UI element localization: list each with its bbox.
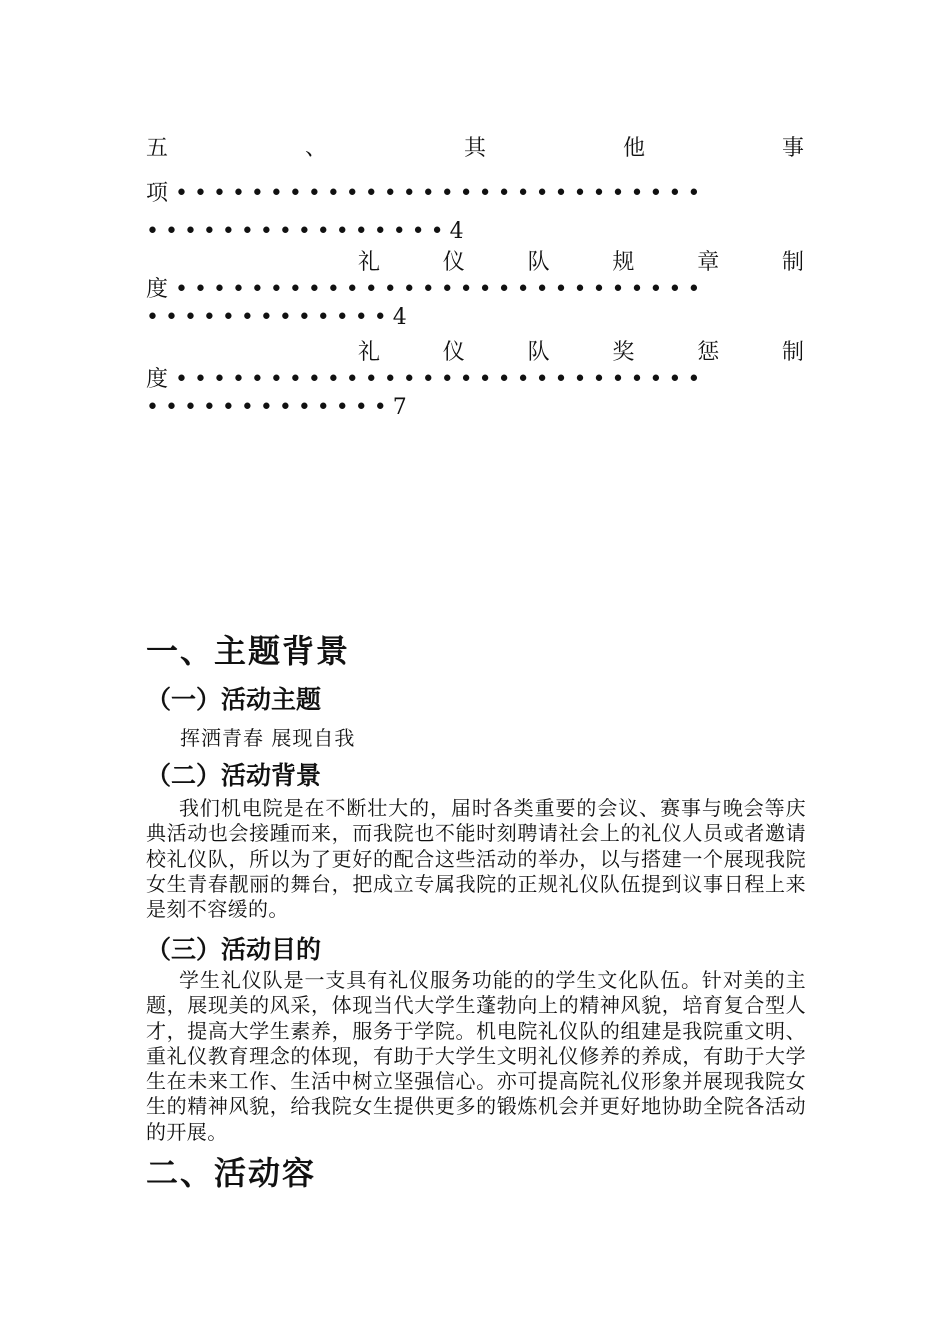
toc-char: 仪 — [442, 340, 465, 365]
toc-char: 队 — [527, 250, 550, 275]
toc-entry-team-rules — [358, 250, 804, 276]
toc-leader-dots: •••••••••••••••••••••••••••• — [175, 277, 707, 302]
toc-char: 五 — [146, 136, 169, 161]
toc-page-line — [146, 394, 804, 422]
toc-char: 章 — [697, 250, 720, 275]
section-heading-activity-content: 二、活动容 — [146, 1154, 317, 1192]
toc-page-line — [146, 218, 804, 246]
section-heading-theme-background: 一、主题背景 — [146, 632, 351, 670]
toc-char: 礼 — [358, 250, 381, 275]
subsection-heading-activity-purpose: （三）活动目的 — [146, 935, 322, 964]
toc-page-ref: ••••••••••••••••4 — [146, 219, 470, 244]
toc-leader-line — [146, 180, 804, 208]
toc-lead-char: 项 — [146, 181, 169, 206]
toc-leader-line — [146, 276, 804, 304]
activity-background-paragraph: 我们机电院是在不断壮大的，届时各类重要的会议、赛事与晚会等庆典活动也会接踵而来，而我院也不能时刻聘请社会上的礼仪人员或者邀请校礼仪队，所以为了更好的配合这些活动的举办，以与搭建一个展现我院女生青春靓丽的舞台，把成立专属我院的正规礼仪队伍提到议事日程上来是刻不容缓的。 — [146, 796, 806, 922]
toc-leader-dots: •••••••••••••••••••••••••••• — [175, 367, 707, 392]
toc-leader-dots: •••••••••••••••••••••••••••• — [175, 181, 707, 206]
toc-entry-other-matters — [146, 134, 804, 164]
toc-char: 礼 — [358, 340, 381, 365]
toc-entry-reward-rules — [358, 340, 804, 366]
toc-char: 制 — [781, 250, 804, 275]
toc-char: 惩 — [697, 340, 720, 365]
table-of-contents — [146, 134, 804, 422]
subsection-heading-activity-theme: （一）活动主题 — [146, 685, 322, 714]
toc-char: 仪 — [442, 250, 465, 275]
toc-char: 队 — [527, 340, 550, 365]
toc-char: 规 — [612, 250, 635, 275]
toc-page-ref: •••••••••••••7 — [146, 395, 413, 420]
activity-theme-text: 挥洒青春 展现自我 — [180, 726, 356, 750]
toc-char: 奖 — [612, 340, 635, 365]
toc-lead-char: 度 — [146, 277, 169, 302]
toc-page-ref: •••••••••••••4 — [146, 305, 413, 330]
toc-char: 制 — [781, 340, 804, 365]
toc-char: 事 — [781, 136, 804, 161]
toc-char: 、 — [304, 136, 327, 161]
toc-char: 其 — [463, 136, 486, 161]
toc-page-line — [146, 304, 804, 332]
subsection-heading-activity-background: （二）活动背景 — [146, 761, 322, 790]
toc-char: 他 — [622, 136, 645, 161]
toc-lead-char: 度 — [146, 367, 169, 392]
activity-purpose-paragraph: 学生礼仪队是一支具有礼仪服务功能的的学生文化队伍。针对美的主题，展现美的风采，体现当代大学生蓬勃向上的精神风貌，培育复合型人才，提高大学生素养，服务于学院。机电院礼仪队的组建是我院重文明、重礼仪教育理念的体现，有助于大学生文明礼仪修养的养成，有助于大学生在未来工作、生活中树立坚强信心。亦可提高院礼仪形象并展现我院女生的精神风貌，给我院女生提供更多的锻炼机会并更好地协助全院各活动的开展。 — [146, 968, 806, 1144]
toc-leader-line — [146, 366, 804, 394]
